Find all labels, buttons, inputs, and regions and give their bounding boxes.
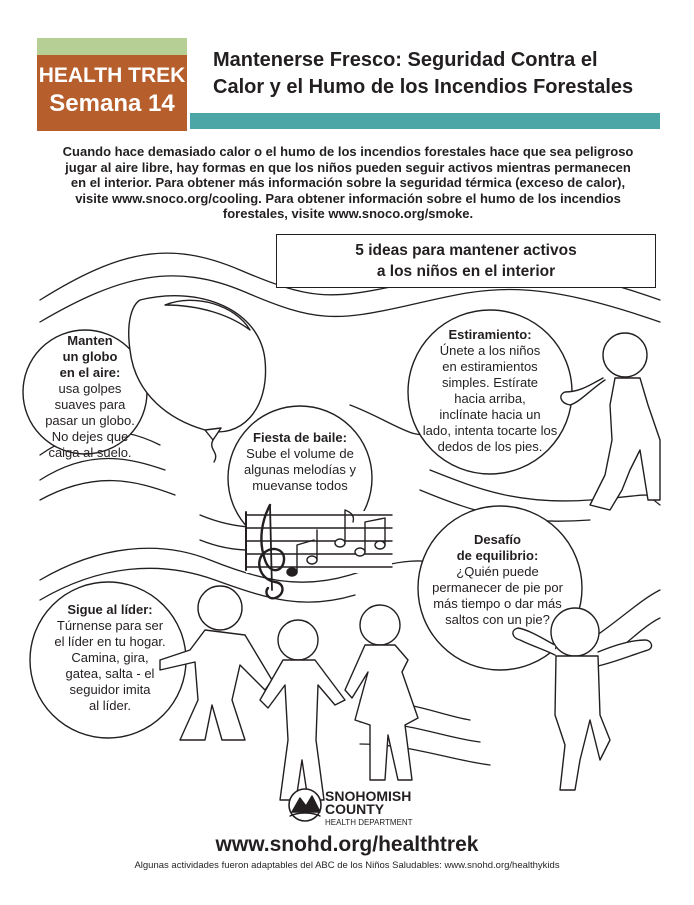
logo-subtitle: HEALTH DEPARTMENT (325, 818, 413, 827)
idea-text: lado, intenta tocarte los (422, 423, 558, 438)
idea-text: en estiramientos (442, 359, 538, 374)
idea-text: seguidor imita (69, 682, 151, 697)
idea-text: caiga al suelo. (48, 445, 132, 460)
page-title-line-2: Calor y el Humo de los Incendios Forestales (213, 76, 634, 98)
music-notes-icon (246, 505, 392, 598)
footer-url: www.snohd.org/healthtrek (215, 833, 479, 856)
badge-week: Semana 14 (49, 90, 175, 117)
intro-line: jugar al aire libre, hay formas en que los niños pueden seguir activos mientras permanecen (65, 159, 631, 175)
children-group-icon (160, 586, 418, 800)
balloon-idea (40, 333, 140, 461)
idea-text: Únete a los niños (439, 343, 541, 358)
idea-text: el líder en tu hogar. (54, 634, 166, 649)
leader-idea (45, 602, 175, 714)
idea-heading: en el aire: (59, 365, 121, 380)
idea-heading: Fiesta de baile: (253, 430, 347, 445)
idea-text: al líder. (89, 698, 131, 713)
idea-text: Sube el volume de (246, 446, 354, 461)
idea-text: hacia arriba, (454, 391, 526, 406)
idea-text: permanecer de pie por (432, 580, 563, 595)
balancing-child-icon (513, 608, 652, 790)
idea-heading: Manten (67, 333, 113, 348)
idea-heading: Desafío (474, 532, 521, 547)
idea-text: dedos de los pies. (437, 439, 543, 454)
idea-text: usa golpes (58, 381, 122, 396)
ideas-header-line-2: a los niños en el interior (376, 263, 556, 280)
idea-text: más tiempo o dar más (433, 596, 562, 611)
balance-idea (425, 532, 570, 628)
idea-heading: un globo (62, 349, 118, 364)
idea-text: suaves para (54, 397, 126, 412)
logo-line-2: COUNTY (325, 801, 385, 817)
badge-title: HEALTH TREK (38, 64, 186, 87)
ideas-header-line-1: 5 ideas para mantener activos (355, 242, 577, 259)
idea-text: ¿Quién puede (456, 564, 539, 579)
idea-text: inclínate hacia un (439, 407, 541, 422)
logo-name (325, 790, 411, 816)
stretching-child-icon (561, 333, 660, 510)
logo-line-1: SNOHOMISH (325, 788, 412, 804)
idea-heading: de equilibrio: (456, 548, 539, 563)
footer-note: Algunas actividades fueron adaptables del ABC de los Niños Saludables: www.snohd.org/healthykids (134, 860, 560, 871)
idea-text: muevanse todos (252, 478, 348, 493)
intro-line: Cuando hace demasiado calor o el humo de los incendios forestales hace que sea peligroso (62, 144, 634, 159)
idea-text: pasar un globo. (45, 413, 135, 428)
intro-line: visite www.snoco.org/cooling. Para obtener información sobre el humo de los incendios (75, 190, 621, 206)
intro-line: forestales, visite www.snoco.org/smoke. (222, 206, 474, 221)
idea-text: simples. Estírate (441, 375, 539, 390)
idea-text: algunas melodías y (243, 462, 356, 477)
dance-idea (230, 430, 370, 494)
health-department-logo-icon (289, 789, 321, 821)
ideas-header-box (276, 234, 656, 288)
idea-text: saltos con un pie? (445, 612, 550, 627)
idea-text: Túrnense para ser (56, 618, 164, 633)
stretch-idea (410, 327, 570, 455)
idea-text: Camina, gira, (71, 650, 149, 665)
intro-line: en el interior. Para obtener más información sobre la seguridad térmica (exceso de calor), (70, 175, 626, 190)
idea-text: gatea, salta - el (65, 666, 155, 681)
idea-heading: Sigue al líder: (67, 602, 153, 617)
page-title-line-1: Mantenerse Fresco: Seguridad Contra el (213, 49, 598, 71)
idea-heading: Estiramiento: (448, 327, 532, 342)
idea-text: No dejes que (51, 429, 129, 444)
